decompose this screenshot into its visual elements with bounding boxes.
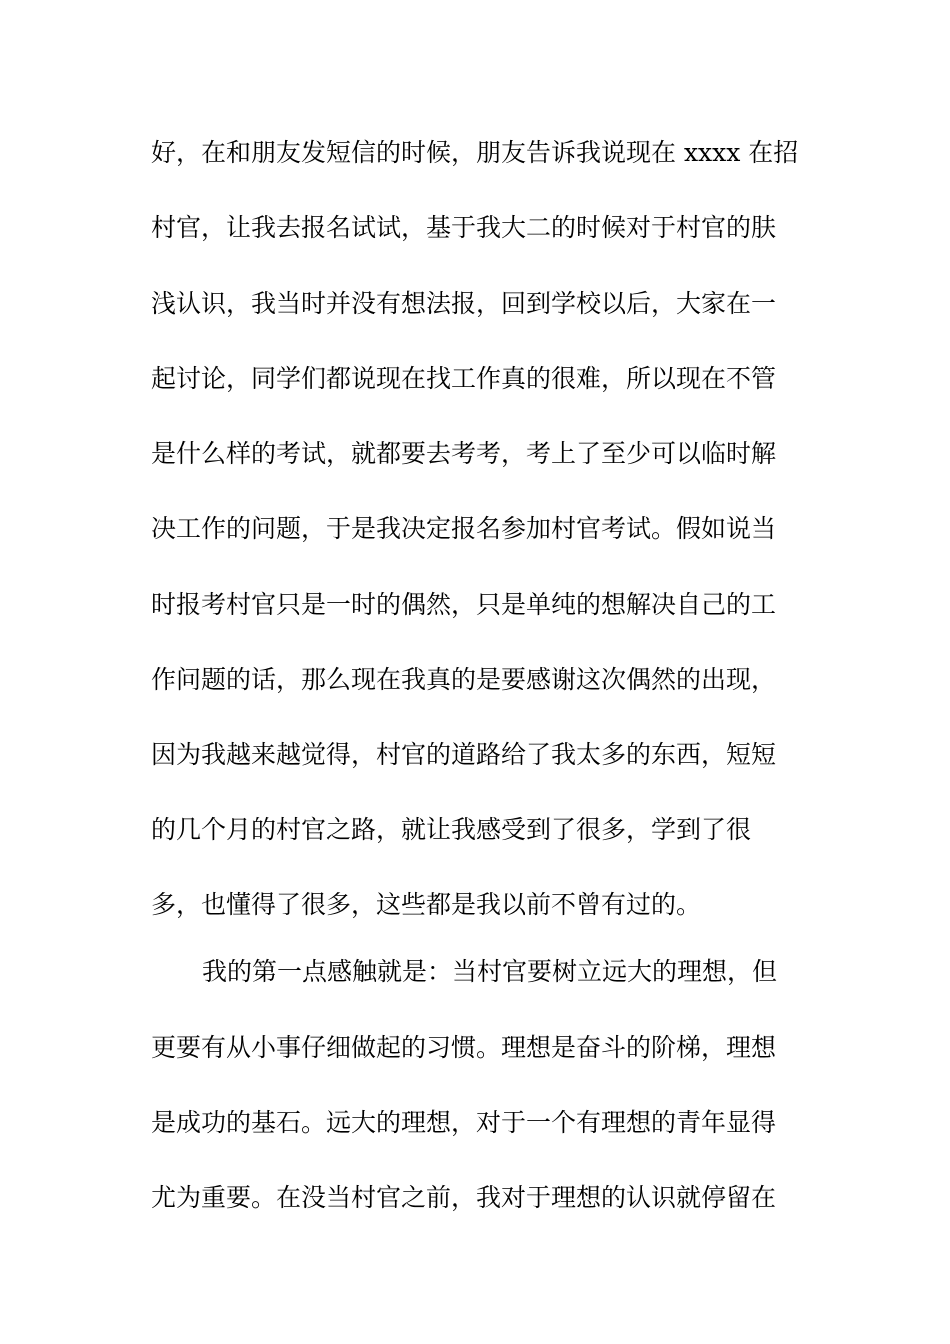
text-line: 时报考村官只是一时的偶然，只是单纯的想解决自己的工 <box>151 590 777 619</box>
text-line: 决工作的问题，于是我决定报名参加村官考试。假如说当 <box>151 514 777 543</box>
text-line: 多，也懂得了很多，这些都是我以前不曾有过的。 <box>151 890 702 919</box>
text-line: 是成功的基石。远大的理想，对于一个有理想的青年显得 <box>151 1108 777 1137</box>
text-line: 尤为重要。在没当村官之前，我对于理想的认识就停留在 <box>151 1183 777 1212</box>
text-line: 好，在和朋友发短信的时候，朋友告诉我说现在 xxxx 在招 <box>151 138 799 167</box>
text-line: 因为我越来越觉得，村官的道路给了我太多的东西，短短 <box>151 740 777 769</box>
text-line: 是什么样的考试，就都要去考考，考上了至少可以临时解 <box>151 439 777 468</box>
text-line: 浅认识，我当时并没有想法报，回到学校以后，大家在一 <box>151 289 777 318</box>
text-line: 作问题的话，那么现在我真的是要感谢这次偶然的出现， <box>151 665 777 694</box>
text-line: 起讨论，同学们都说现在找工作真的很难，所以现在不管 <box>151 364 777 393</box>
paragraph-first-line: 我的第一点感触就是：当村官要树立远大的理想，但 <box>202 957 778 986</box>
text-line: 更要有从小事仔细做起的习惯。理想是奋斗的阶梯，理想 <box>151 1033 777 1062</box>
text-line: 村官，让我去报名试试，基于我大二的时候对于村官的肤 <box>151 213 777 242</box>
text-line: 的几个月的村官之路，就让我感受到了很多，学到了很 <box>151 815 752 844</box>
